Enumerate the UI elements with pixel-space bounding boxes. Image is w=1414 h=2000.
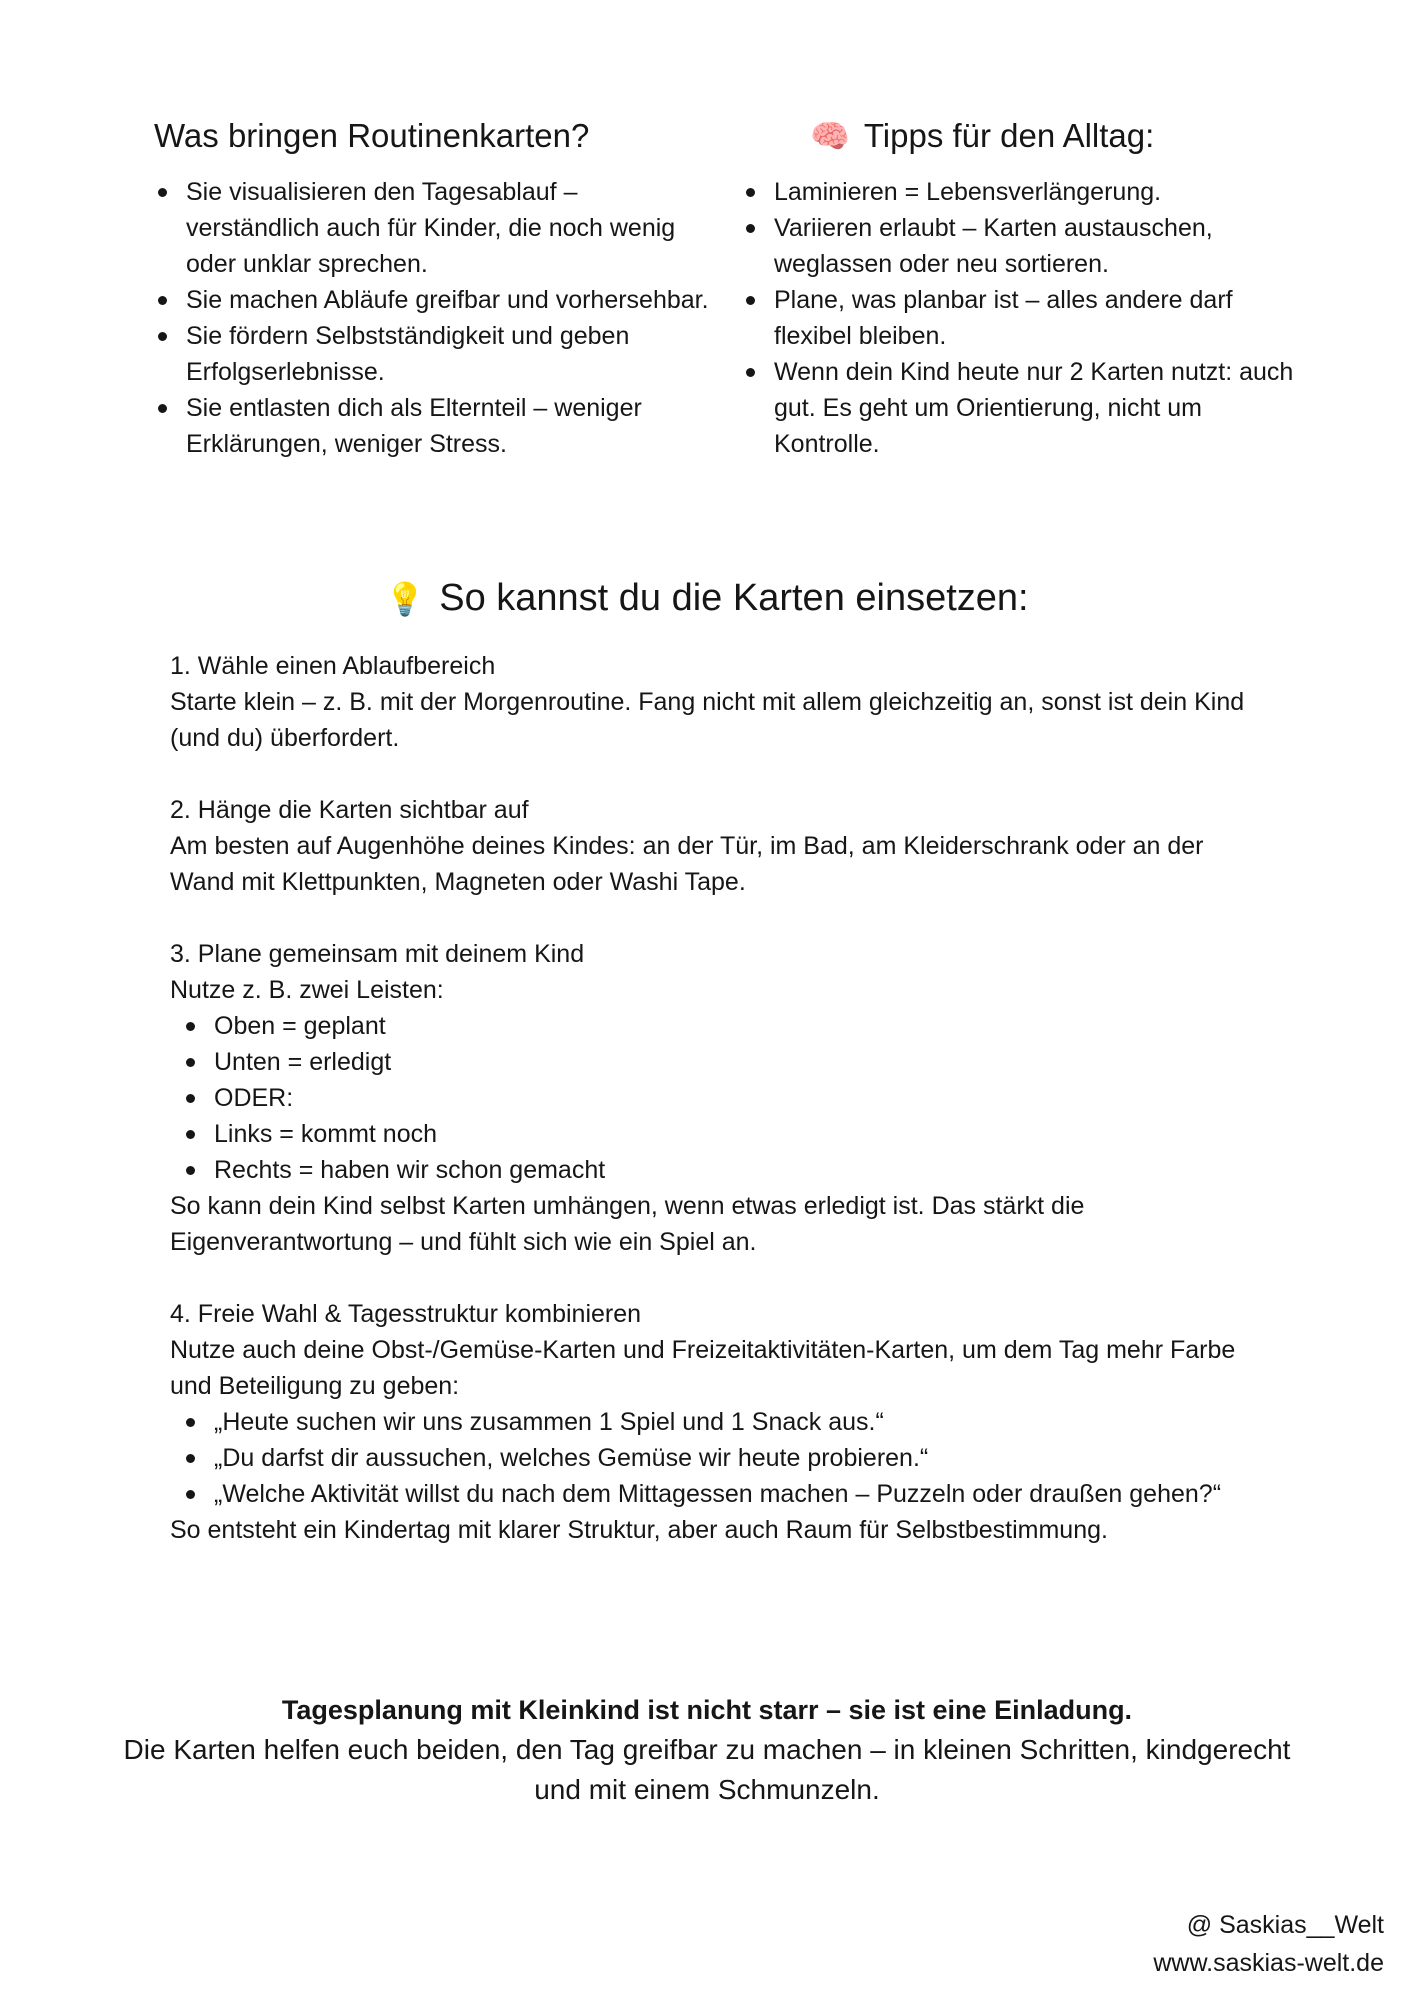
- list-item: Oben = geplant: [182, 1008, 1260, 1044]
- step-2: [170, 792, 1260, 900]
- tips-heading: Tipps für den Alltag:: [863, 117, 1155, 154]
- step-title: 1. Wähle einen Ablaufbereich: [170, 652, 496, 680]
- step-text: Starte klein – z. B. mit der Morgenroutine. Fang nicht mit allem gleichzeitig an, sonst ist dein Kind (und du) überfordert.: [170, 688, 1245, 752]
- list-item: Wenn dein Kind heute nur 2 Karten nutzt: auch gut. Es geht um Orientierung, nicht um Kontrolle.: [742, 354, 1302, 462]
- step-3: [170, 936, 1260, 1260]
- closing-text: Die Karten helfen euch beiden, den Tag greifbar zu machen – in kleinen Schritten, kindgerecht und mit einem Schmunzeln.: [123, 1734, 1291, 1805]
- step-bullets: [182, 1404, 1260, 1512]
- list-item: Plane, was planbar ist – alles andere darf flexibel bleiben.: [742, 282, 1302, 354]
- step-4: [170, 1296, 1260, 1548]
- step-intro: Nutze auch deine Obst-/Gemüse-Karten und Freizeitaktivitäten-Karten, um dem Tag mehr Farbe und Beteiligung zu geben:: [170, 1336, 1236, 1400]
- closing-statement: [120, 1690, 1294, 1810]
- step-title: 2. Hänge die Karten sichtbar auf: [170, 796, 529, 824]
- step-bullets: [182, 1008, 1260, 1188]
- list-item: „Heute suchen wir uns zusammen 1 Spiel und 1 Snack aus.“: [182, 1404, 1260, 1440]
- step-1: [170, 648, 1260, 756]
- list-item: Sie entlasten dich als Elternteil – weniger Erklärungen, weniger Stress.: [154, 390, 714, 462]
- list-item: Rechts = haben wir schon gemacht: [182, 1152, 1260, 1188]
- step-outro: So entsteht ein Kindertag mit klarer Struktur, aber auch Raum für Selbstbestimmung.: [170, 1516, 1108, 1544]
- brain-icon: 🧠: [810, 118, 850, 154]
- routine-benefits-section: [154, 116, 714, 462]
- usage-steps: [170, 648, 1260, 1584]
- footer: [1153, 1906, 1384, 1982]
- daily-tips-section: [742, 116, 1302, 462]
- step-text: Am besten auf Augenhöhe deines Kindes: an der Tür, im Bad, am Kleiderschrank oder an der Wand mit Klettpunkten, Magneten oder Washi Tape.: [170, 832, 1204, 896]
- list-item: ODER:: [182, 1080, 1260, 1116]
- usage-heading: So kannst du die Karten einsetzen:: [439, 577, 1029, 619]
- social-handle: @ Saskias__Welt: [1186, 1911, 1384, 1939]
- benefits-heading: Was bringen Routinenkarten?: [154, 117, 590, 154]
- list-item: Sie fördern Selbstständigkeit und geben Erfolgserlebnisse.: [154, 318, 714, 390]
- list-item: Variieren erlaubt – Karten austauschen, weglassen oder neu sortieren.: [742, 210, 1302, 282]
- list-item: Unten = erledigt: [182, 1044, 1260, 1080]
- tips-heading-row: [742, 116, 1302, 156]
- closing-bold: Tagesplanung mit Kleinkind ist nicht starr – sie ist eine Einladung.: [281, 1695, 1133, 1725]
- usage-heading-row: [0, 575, 1414, 622]
- list-item: „Du darfst dir aussuchen, welches Gemüse wir heute probieren.“: [182, 1440, 1260, 1476]
- step-title: 4. Freie Wahl & Tagesstruktur kombinieren: [170, 1300, 642, 1328]
- website-link[interactable]: www.saskias-welt.de: [1153, 1949, 1384, 1977]
- lightbulb-icon: 💡: [385, 581, 426, 617]
- list-item: „Welche Aktivität willst du nach dem Mittagessen machen – Puzzeln oder draußen gehen?“: [182, 1476, 1260, 1512]
- step-intro: Nutze z. B. zwei Leisten:: [170, 976, 444, 1004]
- list-item: Links = kommt noch: [182, 1116, 1260, 1152]
- list-item: Laminieren = Lebensverlängerung.: [742, 174, 1302, 210]
- list-item: Sie machen Abläufe greifbar und vorhersehbar.: [154, 282, 714, 318]
- list-item: Sie visualisieren den Tagesablauf – verständlich auch für Kinder, die noch wenig oder unklar sprechen.: [154, 174, 714, 282]
- tips-list: [742, 174, 1302, 462]
- step-outro: So kann dein Kind selbst Karten umhängen, wenn etwas erledigt ist. Das stärkt die Eigenverantwortung – und fühlt sich wie ein Spiel an.: [170, 1192, 1085, 1256]
- benefits-list: [154, 174, 714, 462]
- step-title: 3. Plane gemeinsam mit deinem Kind: [170, 940, 585, 968]
